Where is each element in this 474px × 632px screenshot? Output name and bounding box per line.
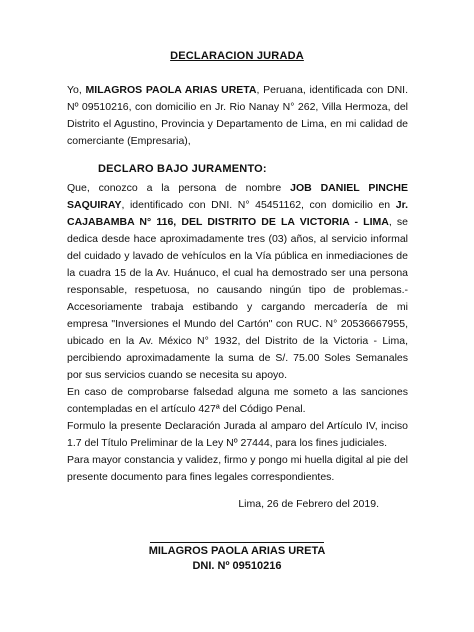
intro-prefix: Yo, (67, 84, 82, 96)
signature-line (150, 542, 324, 543)
signature-name: MILAGROS PAOLA ARIAS URETA (148, 545, 326, 557)
intro-text: , Peruana, identificada con DNI. Nº 09510216, con domicilio en Jr. Rio Nanay N° 262, Villa Hermoza, del Distrito el Agustino, Provincia y Departamento de Lima, en mi calidad de comerciante (Empresaria), (67, 84, 408, 147)
body-sentence-4: En caso de comprobarse falsedad alguna me someto a las sanciones contempladas en el artículo 427ª del Código Penal. (67, 386, 408, 415)
body-paragraph (67, 180, 408, 486)
person-address: Jr. CAJABAMBA N° 116, DEL DISTRITO DE LA VICTORIA - LIMA (67, 199, 408, 228)
body-sentence-6: Para mayor constancia y validez, firmo y pongo mi huella digital al pie del presente documento para fines legales correspondientes. (67, 454, 408, 483)
document-title: DECLARACION JURADA (170, 50, 304, 62)
signature-dni: DNI. Nº 09510216 (192, 560, 282, 572)
body-sentence-5: Formulo la presente Declaración Jurada al amparo del Artículo IV, inciso 1.7 del Título Preliminar de la Ley Nº 27444, para los fines judiciales. (67, 420, 408, 449)
document-date: Lima, 26 de Febrero del 2019. (238, 498, 379, 510)
body-sentence-2: , identificado con DNI. N° 45451162, con domicilio en (121, 199, 396, 211)
declaration-heading: DECLARO BAJO JURAMENTO: (98, 163, 267, 175)
declarant-name: MILAGROS PAOLA ARIAS URETA (85, 84, 257, 96)
body-sentence-1: Que, conozco a la persona de nombre (67, 182, 291, 194)
intro-paragraph (67, 82, 408, 150)
person-name: JOB DANIEL PINCHE SAQUIRAY (67, 182, 408, 211)
body-sentence-3: , se dedica desde hace aproximadamente tres (03) años, al servicio informal del cuidado y lavado de vehículos en la Vía pública en inmediaciones de la cuadra 15 de la Av. Huánuco, el cual ha demostrado ser una persona responsable, respetuosa, no causando ningún tipo de problemas.- Accesoriamente trabaja estibando y cargando mercadería de mi empresa "Inversiones el Mundo del Cartón" con RUC. N° 20536667955, ubicado en la Av. México N° 1932, del Distrito de la Victoria - Lima, percibiendo aproximadamente la suma de S/. 75.00 Soles Semanales por sus servicios cuando se necesita su apoyo. (67, 216, 408, 381)
